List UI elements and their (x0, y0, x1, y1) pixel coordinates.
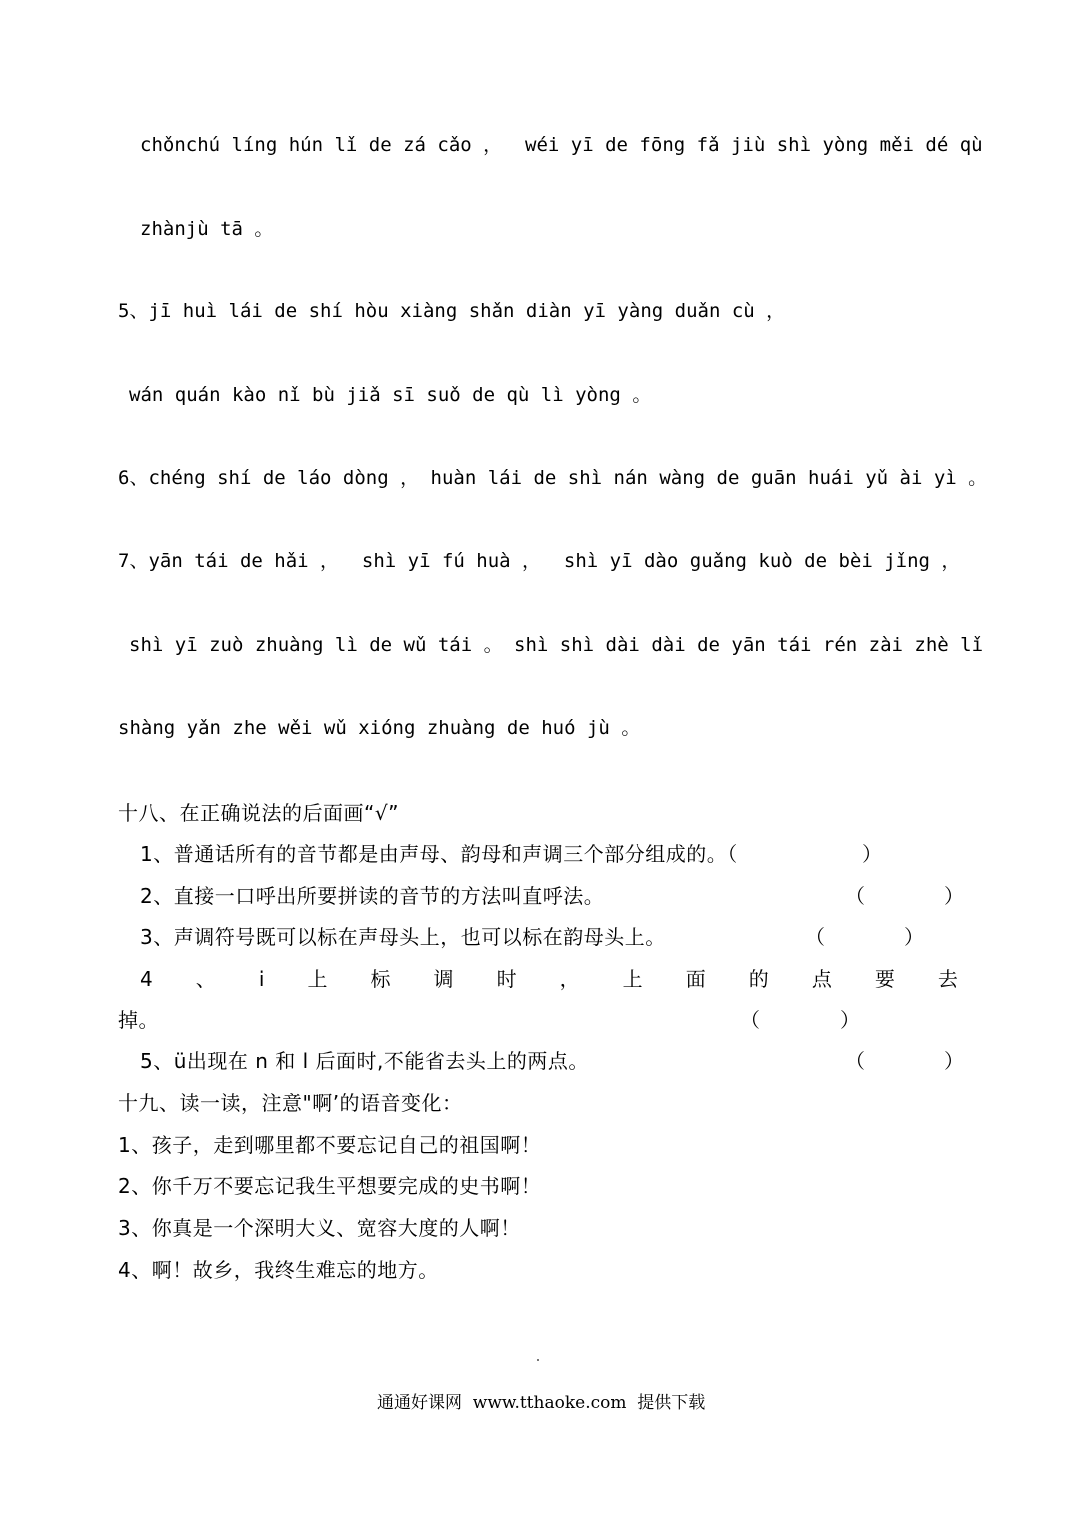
s18-item-4-token: 上 (307, 967, 328, 991)
s18-item-1-text: 1、普通话所有的音节都是由声母、韵母和声调三个部分组成的。（ (140, 842, 738, 866)
s18-item-5-open: （ (845, 1049, 865, 1073)
pinyin-line-4b: zhànjù tā 。 (140, 218, 274, 240)
s18-item-4-open: （ (740, 1008, 760, 1032)
page-footer: 通通好课网 www.tthaoke.com 提供下载 (377, 1393, 706, 1413)
pinyin-line-7b: shì yī zuò zhuàng lì de wǔ tái 。 shì shì dài dài de yān tái rén zài zhè lǐ (129, 634, 984, 656)
s18-item-4-token: 4 (140, 967, 153, 991)
pinyin-line-4a: chǒnchú líng hún lǐ de zá cǎo ， wéi yī de fōng fǎ jiù shì yòng měi dé qù (140, 134, 983, 156)
s18-item-3-close: ） (904, 925, 924, 949)
pinyin-line-7c: shàng yǎn zhe wěi wǔ xióng zhuàng de huó jù 。 (118, 717, 641, 739)
s18-item-1-close: ） (862, 842, 882, 866)
s18-item-4-token: 要 (874, 967, 895, 991)
s18-item-4-close: ） (840, 1008, 860, 1032)
page-mark-dot (537, 1359, 539, 1361)
pinyin-line-7a: 7、yān tái de hǎi ， shì yī fú huà ， shì yī dào guǎng kuò de bèi jǐng ， (118, 550, 961, 572)
s19-item-2: 2、你千万不要忘记我生平想要完成的史书啊！ (118, 1174, 542, 1198)
s18-item-2-open: （ (845, 884, 865, 908)
s18-item-4-spread (140, 966, 958, 992)
s18-item-2-text: 2、直接一口呼出所要拼读的音节的方法叫直呼法。 (140, 884, 605, 908)
s18-item-4-token: 调 (433, 967, 454, 991)
section-19-title: 十九、读一读，注意"啊’的语音变化： (118, 1091, 463, 1115)
s18-item-4-token: 时 (496, 967, 517, 991)
pinyin-line-5a: 5、jī huì lái de shí hòu xiàng shǎn diàn yī yàng duǎn cù ， (118, 300, 786, 322)
s18-item-3-open: （ (805, 925, 825, 949)
s18-item-4-token: 点 (811, 967, 832, 991)
s18-item-2-close: ） (944, 884, 964, 908)
s18-item-4-token: 的 (748, 967, 769, 991)
s18-item-4-token: i (258, 967, 265, 991)
s18-item-4-cont: 掉。 (118, 1008, 159, 1032)
s18-item-4-token: ， (559, 967, 580, 991)
s18-item-5-text: 5、ü出现在 n 和 l 后面时,不能省去头上的两点。 (140, 1049, 589, 1073)
s18-item-4-token: 标 (370, 967, 391, 991)
section-18-title: 十八、在正确说法的后面画“√” (118, 801, 399, 825)
pinyin-line-6: 6、chéng shí de láo dòng ， huàn lái de shì nán wàng de guān huái yǔ ài yì 。 (118, 467, 988, 489)
s18-item-5-close: ） (944, 1049, 964, 1073)
pinyin-line-5b: wán quán kào nǐ bù jiǎ sī suǒ de qù lì yòng 。 (129, 384, 652, 406)
s18-item-4-token: 上 (622, 967, 643, 991)
s19-item-1: 1、孩子，走到哪里都不要忘记自己的祖国啊！ (118, 1133, 542, 1157)
s19-item-3: 3、你真是一个深明大义、宽容大度的人啊！ (118, 1216, 521, 1240)
s18-item-4-token: 、 (195, 967, 216, 991)
s18-item-4-token: 去 (937, 967, 958, 991)
s18-item-4-token: 面 (685, 967, 706, 991)
s18-item-3-text: 3、声调符号既可以标在声母头上，也可以标在韵母头上。 (140, 925, 666, 949)
s19-item-4: 4、啊！故乡，我终生难忘的地方。 (118, 1258, 439, 1282)
